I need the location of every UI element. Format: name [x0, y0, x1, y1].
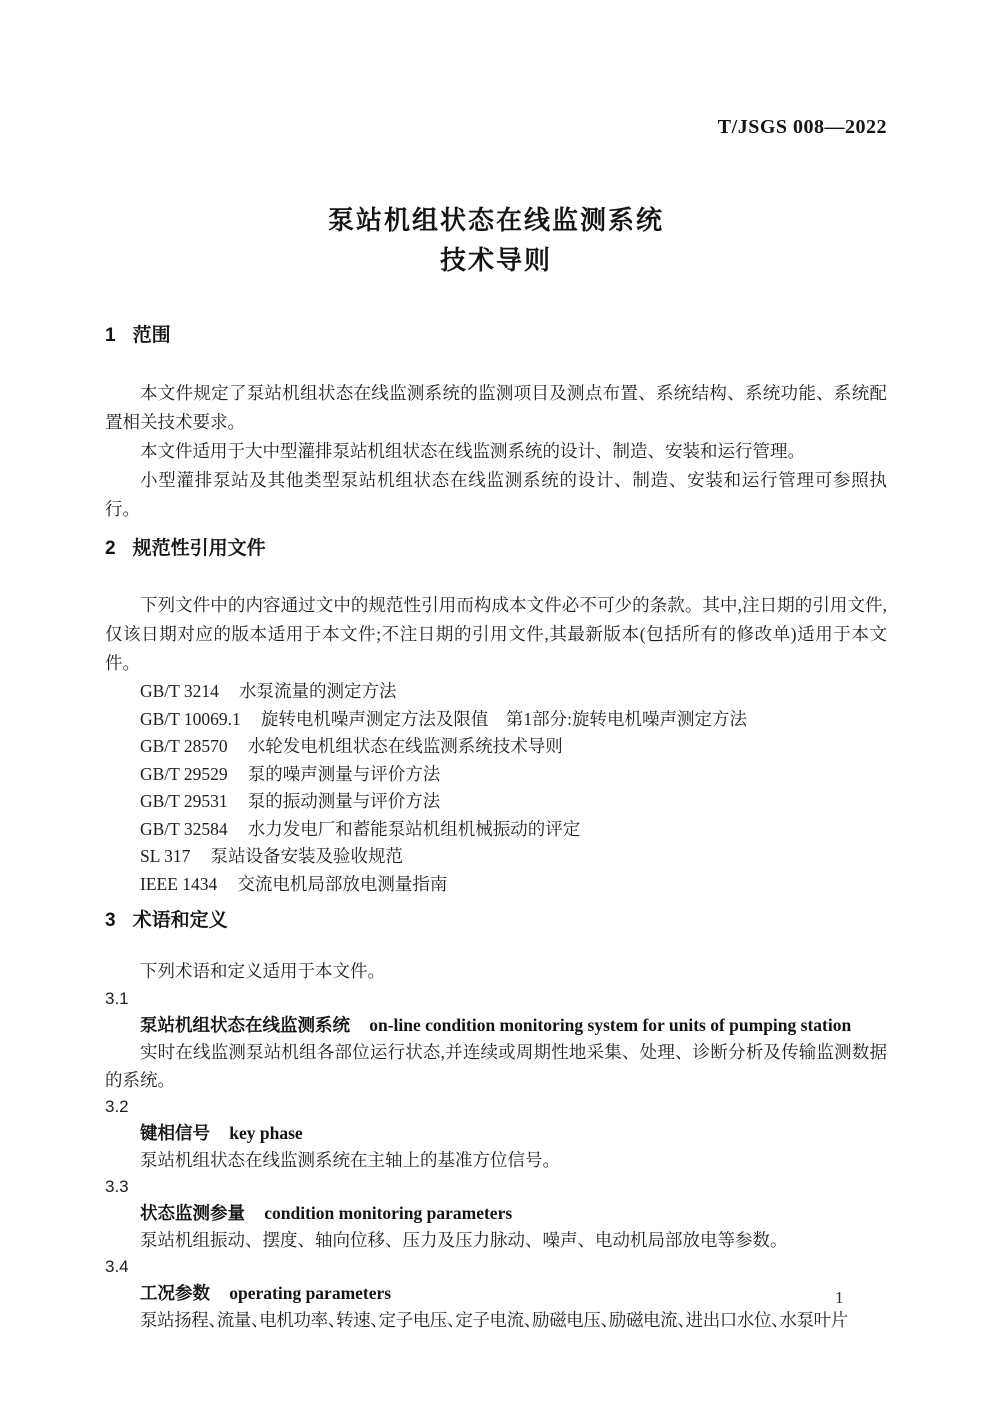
reference-title: 水泵流量的测定方法 [239, 681, 397, 701]
reference-title: 水力发电厂和蓄能泵站机组机械振动的评定 [247, 818, 581, 839]
document-page [105, 0, 887, 1334]
reference-code: GB/T 10069.1 [140, 708, 241, 729]
term-number: 3.3 [105, 1177, 129, 1196]
term-chinese: 状态监测参量 [140, 1203, 245, 1223]
term-chinese: 泵站机组状态在线监测系统 [140, 1015, 350, 1035]
section-title: 术语和定义 [132, 910, 228, 931]
page-number: 1 [835, 1288, 844, 1307]
term-entry-3-3 [105, 1174, 887, 1254]
reference-item [105, 761, 887, 789]
reference-item [105, 706, 887, 734]
reference-title: 泵站设备安装及验收规范 [210, 846, 404, 866]
term-entry-3-2 [105, 1094, 887, 1174]
reference-code: GB/T 32584 [140, 818, 228, 839]
term-definition: 泵站扬程、流量、电机功率、转速、定子电压、定子电流、励磁电压、励磁电流、进出口水位、水泵叶片 [140, 1310, 848, 1330]
reference-code: GB/T 29529 [140, 763, 228, 784]
term-entry-3-4 [105, 1254, 887, 1334]
reference-title: 水轮发电机组状态在线监测系统技术导则 [247, 736, 563, 756]
scope-paragraph-3: 小型灌排泵站及其他类型泵站机组状态在线监测系统的设计、制造、安装和运行管理可参照执行。 [105, 470, 887, 519]
reference-title: 交流电机局部放电测量指南 [237, 873, 448, 894]
reference-item [105, 816, 887, 844]
term-heading [105, 1012, 887, 1038]
term-english: key phase [229, 1123, 303, 1143]
reference-code: SL 317 [140, 846, 191, 866]
reference-code: GB/T 28570 [140, 736, 228, 756]
section-heading-scope [105, 323, 887, 348]
section-number: 3 [105, 910, 116, 931]
standard-number: T/JSGS 008—2022 [717, 116, 887, 138]
section-heading-terms [105, 908, 887, 933]
document-title-line2: 技术导则 [439, 245, 552, 275]
term-english: on-line condition monitoring system for units of pumping station [369, 1015, 852, 1035]
reference-code: IEEE 1434 [140, 873, 218, 894]
section-normative-references [105, 536, 887, 898]
reference-code: GB/T 3214 [140, 681, 219, 701]
section-number: 1 [105, 325, 116, 346]
term-heading [105, 1280, 887, 1306]
reference-item [105, 733, 887, 761]
document-title-line1: 泵站机组状态在线监测系统 [327, 205, 664, 235]
term-chinese: 键相信号 [140, 1123, 210, 1143]
section-scope [105, 323, 887, 524]
reference-item [105, 843, 887, 871]
term-entry-3-1 [105, 986, 887, 1094]
term-english: operating parameters [229, 1283, 392, 1303]
reference-item [105, 871, 887, 899]
document-title [105, 200, 887, 280]
terms-intro-paragraph: 下列术语和定义适用于本文件。 [140, 961, 385, 981]
term-number: 3.2 [105, 1097, 129, 1116]
term-english: condition monitoring parameters [264, 1203, 513, 1223]
reference-code: GB/T 29531 [140, 791, 228, 811]
reference-list [105, 678, 887, 898]
section-heading-references [105, 536, 887, 561]
reference-item [105, 788, 887, 816]
term-chinese: 工况参数 [140, 1283, 210, 1303]
section-title: 规范性引用文件 [132, 538, 266, 559]
section-terms-definitions [105, 908, 887, 1334]
reference-item [105, 678, 887, 706]
section-number: 2 [105, 538, 116, 559]
references-intro-paragraph: 下列文件中的内容通过文中的规范性引用而构成本文件必不可少的条款。其中,注日期的引用文件,仅该日期对应的版本适用于本文件;不注日期的引用文件,其最新版本(包括所有的修改单)适用于本文件。 [105, 595, 887, 673]
reference-title: 泵的噪声测量与评价方法 [247, 763, 441, 784]
term-number: 3.1 [105, 989, 129, 1008]
reference-title: 旋转电机噪声测定方法及限值 第1部分:旋转电机噪声测定方法 [260, 708, 748, 729]
section-title: 范围 [132, 325, 171, 346]
term-definition: 泵站机组振动、摆度、轴向位移、压力及压力脉动、噪声、电动机局部放电等参数。 [140, 1230, 788, 1250]
reference-title: 泵的振动测量与评价方法 [247, 791, 441, 811]
term-heading [105, 1200, 887, 1226]
term-definition: 实时在线监测泵站机组各部位运行状态,并连续或周期性地采集、处理、诊断分析及传输监测数据的系统。 [105, 1042, 887, 1090]
term-number: 3.4 [105, 1257, 129, 1276]
term-definition: 泵站机组状态在线监测系统在主轴上的基准方位信号。 [140, 1150, 560, 1170]
scope-paragraph-1: 本文件规定了泵站机组状态在线监测系统的监测项目及测点布置、系统结构、系统功能、系统配置相关技术要求。 [105, 383, 887, 432]
term-heading [105, 1120, 887, 1146]
scope-paragraph-2: 本文件适用于大中型灌排泵站机组状态在线监测系统的设计、制造、安装和运行管理。 [140, 441, 805, 461]
